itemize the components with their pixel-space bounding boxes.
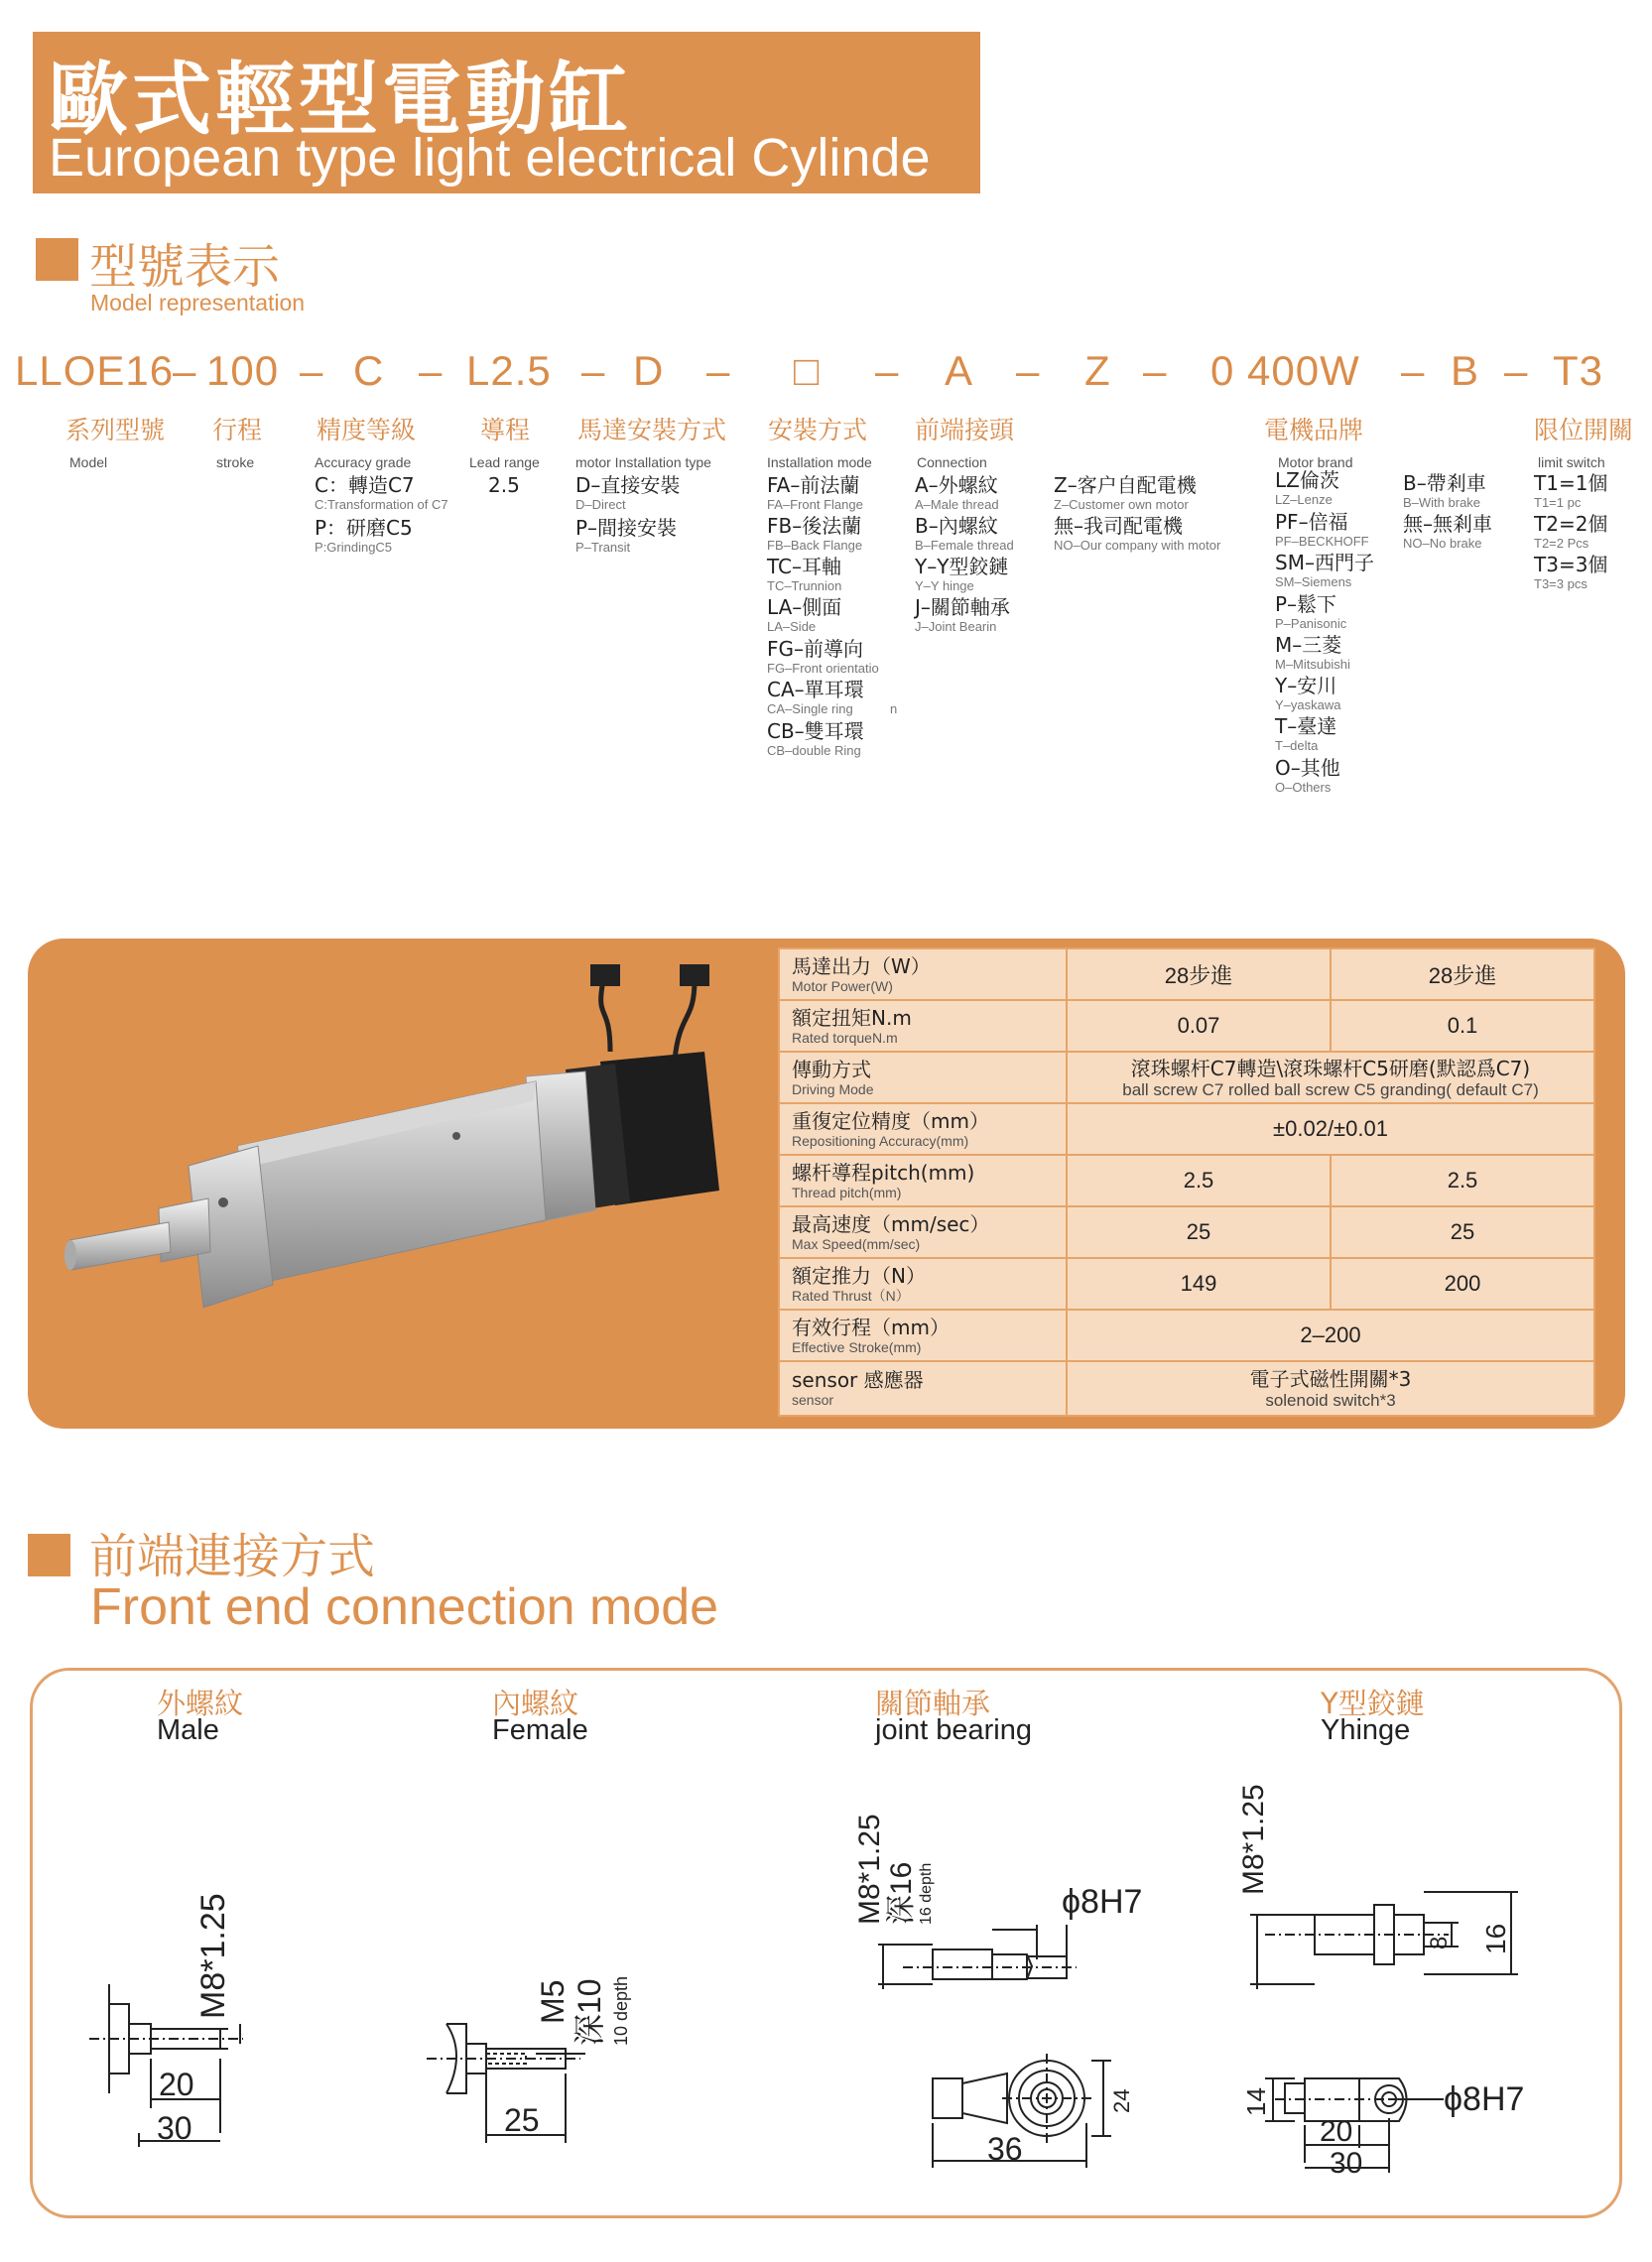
female-thread-drawing xyxy=(417,1905,645,2163)
joint-dim-36: 36 xyxy=(987,2131,1023,2167)
page-title-zh: 歐式輕型電動缸 xyxy=(49,54,632,146)
code-sep: – xyxy=(419,347,444,394)
installation-option: TC–耳軸 TC–Trunnion xyxy=(767,555,842,593)
col-series-head: 系列型號 xyxy=(65,416,166,444)
spec-row xyxy=(779,948,1594,1000)
spec-row xyxy=(779,1310,1594,1361)
code-sep: – xyxy=(581,347,606,394)
front-section-title: 前端連接方式 xyxy=(89,1529,376,1584)
installation-option: CA–單耳環 CA–Single ring xyxy=(767,678,864,716)
spec-row xyxy=(779,1000,1594,1052)
code-customer-motor: Z xyxy=(1084,347,1111,394)
spec-label: 傳動方式 Driving Mode xyxy=(779,1052,1067,1103)
section-marker xyxy=(36,238,78,281)
spec-label: 重復定位精度（mm） Repositioning Accuracy(mm) xyxy=(779,1103,1067,1155)
spec-value: 149 xyxy=(1067,1258,1331,1310)
installation-option: FG–前導向 FG–Front orientatio xyxy=(767,637,879,676)
spec-table xyxy=(778,947,1595,1417)
col-stroke-sub: stroke xyxy=(216,454,255,470)
spec-value: 滾珠螺杆C7轉造\滾珠螺杆C5研磨(默認爲C7) ball screw C7 rolled ball screw C5 granding( default C7) xyxy=(1067,1052,1594,1103)
code-brake: B xyxy=(1451,347,1480,394)
code-accuracy: C xyxy=(353,347,385,394)
model-section-title: 型號表示 xyxy=(89,239,281,295)
limit-option: T2=2個 T2=2 Pcs xyxy=(1534,512,1608,551)
motor-brand-option: PF–倍福 PF–BECKHOFF xyxy=(1275,510,1369,549)
spec-value: 0.07 xyxy=(1067,1000,1331,1052)
spec-row xyxy=(779,1103,1594,1155)
joint-bore-label: ϕ8H7 xyxy=(1062,1883,1143,1921)
spec-row xyxy=(779,1155,1594,1206)
connection-option: Y–Y型鉸鏈 Y–Y hinge xyxy=(915,555,1009,593)
accuracy-option: C：轉造C7 C:Transformation of C7 xyxy=(315,473,448,512)
col-accuracy-head: 精度等級 xyxy=(317,416,417,444)
spec-value: 28步進 xyxy=(1331,948,1594,1000)
yhinge-dim-8: 8 xyxy=(1426,1936,1453,1949)
title-banner xyxy=(33,32,980,193)
yhinge-dim-30: 30 xyxy=(1330,2147,1363,2180)
lead-value: 2.5 xyxy=(488,473,520,497)
joint-bearing-drawing xyxy=(843,1776,1161,2183)
accuracy-option: P：研磨C5 P:GrindingC5 xyxy=(315,516,413,555)
brake-option: B–帶剎車 B–With brake xyxy=(1403,471,1486,510)
connection-option: J–關節軸承 J–Joint Bearin xyxy=(915,595,1010,634)
spec-label: 最高速度（mm/sec） Max Speed(mm/sec) xyxy=(779,1206,1067,1258)
code-sep: – xyxy=(1143,347,1168,394)
code-connection: A xyxy=(945,347,974,394)
spec-row xyxy=(779,1258,1594,1310)
code-stroke: 100 xyxy=(206,347,280,394)
female-depth-zh: 深10 xyxy=(572,1978,607,2046)
code-power: 0 400W xyxy=(1210,347,1360,394)
stray-text: n xyxy=(890,701,898,716)
mode-female-title-en: Female xyxy=(492,1714,588,1746)
col-motor-brand-head: 電機品牌 xyxy=(1264,416,1364,444)
code-sep: – xyxy=(173,347,197,394)
spec-value: 25 xyxy=(1331,1206,1594,1258)
col-lead-head: 導程 xyxy=(480,416,531,444)
col-lead-sub: Lead range xyxy=(469,454,540,470)
motor-brand-option: O–其他 O–Others xyxy=(1275,756,1340,795)
code-sep: – xyxy=(706,347,731,394)
spec-value: 0.1 xyxy=(1331,1000,1594,1052)
code-sep: – xyxy=(300,347,324,394)
spec-value: 2.5 xyxy=(1067,1155,1331,1206)
connection-option: A–外螺紋 A–Male thread xyxy=(915,473,999,512)
yhinge-dim-16: 16 xyxy=(1480,1923,1511,1954)
male-thread-drawing xyxy=(69,1835,288,2183)
spec-row xyxy=(779,1052,1594,1103)
mode-male-title-en: Male xyxy=(157,1714,219,1746)
col-motor-install-head: 馬達安裝方式 xyxy=(577,416,727,444)
col-connection-head: 前端接頭 xyxy=(915,416,1015,444)
yhinge-bore-label: ϕ8H7 xyxy=(1444,2080,1525,2118)
connection-option: B–內螺紋 B–Female thread xyxy=(915,514,1014,553)
limit-option: T3=3個 T3=3 pcs xyxy=(1534,553,1608,591)
code-motor-install: D xyxy=(633,347,665,394)
female-dim-25: 25 xyxy=(504,2102,540,2138)
motor-brand-option: P–鬆下 P–Panisonic xyxy=(1275,592,1347,631)
spec-label: sensor 感應器 sensor xyxy=(779,1361,1067,1416)
spec-value: 2–200 xyxy=(1067,1310,1594,1361)
col-installation-sub: Installation mode xyxy=(767,454,872,470)
front-section-subtitle: Front end connection mode xyxy=(90,1578,719,1636)
brake-option: 無–無剎車 NO–No brake xyxy=(1403,512,1492,551)
mode-yhinge-title-en: Yhinge xyxy=(1321,1714,1411,1746)
yhinge-thread-label: M8*1.25 xyxy=(1237,1784,1270,1895)
installation-option: FB–後法蘭 FB–Back Flange xyxy=(767,514,863,553)
customer-motor-option: 無–我司配電機 NO–Our company with motor xyxy=(1054,514,1221,553)
col-limit-sub: limit switch xyxy=(1538,454,1605,470)
spec-value: 2.5 xyxy=(1331,1155,1594,1206)
col-installation-head: 安裝方式 xyxy=(768,416,868,444)
col-stroke-head: 行程 xyxy=(212,416,263,444)
spec-label: 有效行程（mm） Effective Stroke(mm) xyxy=(779,1310,1067,1361)
mode-male-title-zh: 外螺紋 xyxy=(157,1687,244,1720)
code-lead: L2.5 xyxy=(466,347,552,394)
model-section-subtitle: Model representation xyxy=(90,290,306,315)
mode-joint-title-zh: 關節軸承 xyxy=(875,1687,991,1720)
mode-yhinge-title-zh: Y型鉸鏈 xyxy=(1321,1687,1425,1720)
code-limit: T3 xyxy=(1553,347,1604,394)
joint-dim-24: 24 xyxy=(1109,2088,1134,2113)
joint-depth-zh: 深16 xyxy=(885,1861,918,1925)
code-sep: – xyxy=(875,347,900,394)
motor-brand-option: M–三菱 M–Mitsubishi xyxy=(1275,633,1350,672)
male-thread-label: M8*1.25 xyxy=(194,1893,232,2019)
spec-value: 25 xyxy=(1067,1206,1331,1258)
spec-value: 電子式磁性開關*3 solenoid switch*3 xyxy=(1067,1361,1594,1416)
electric-cylinder-image xyxy=(60,942,754,1369)
col-limit-head: 限位開關 xyxy=(1534,416,1634,444)
code-installation: □ xyxy=(794,347,821,394)
motor-brand-option: Y–安川 Y–yaskawa xyxy=(1275,674,1341,712)
spec-row xyxy=(779,1361,1594,1416)
spec-row xyxy=(779,1206,1594,1258)
section-marker xyxy=(28,1534,70,1576)
mode-joint-title-en: joint bearing xyxy=(875,1714,1032,1746)
motor-brand-option: T–臺達 T–delta xyxy=(1275,714,1337,753)
col-series-sub: Model xyxy=(69,454,108,470)
y-hinge-drawing xyxy=(1235,1776,1563,2183)
motor-brand-option: LZ倫茨 LZ–Lenze xyxy=(1275,468,1339,507)
spec-value: ±0.02/±0.01 xyxy=(1067,1103,1594,1155)
col-motor-install-sub: motor Installation type xyxy=(575,454,711,470)
female-thread-label: M5 xyxy=(535,1979,571,2024)
spec-label: 額定扭矩N.m Rated torqueN.m xyxy=(779,1000,1067,1052)
yhinge-dim-20: 20 xyxy=(1320,2115,1353,2148)
female-depth-en: 10 depth xyxy=(611,1975,631,2046)
col-motor-brand-sub: Motor brand xyxy=(1278,454,1353,470)
code-sep: – xyxy=(1401,347,1426,394)
spec-value: 28步進 xyxy=(1067,948,1331,1000)
spec-label: 額定推力（N） Rated Thrust（N） xyxy=(779,1258,1067,1310)
customer-motor-option: Z–客户自配電機 Z–Customer own motor xyxy=(1054,473,1197,512)
spec-label: 螺杆導程pitch(mm) Thread pitch(mm) xyxy=(779,1155,1067,1206)
mode-female-title-zh: 內螺紋 xyxy=(492,1687,579,1720)
page-title-en: European type light electrical Cylinde xyxy=(49,128,931,188)
limit-option: T1=1個 T1=1 pc xyxy=(1534,471,1608,510)
motor-brand-option: SM–西門子 SM–Siemens xyxy=(1275,551,1374,589)
code-series: LLOE16 xyxy=(15,347,175,394)
code-sep: – xyxy=(1504,347,1529,394)
code-sep: – xyxy=(1016,347,1041,394)
installation-option: CB–雙耳環 CB–double Ring xyxy=(767,719,864,758)
joint-depth-en: 16 depth xyxy=(918,1862,935,1925)
joint-thread-label: M8*1.25 xyxy=(853,1814,886,1925)
male-dim-30: 30 xyxy=(157,2110,192,2146)
motor-install-option: D–直接安裝 D–Direct xyxy=(575,473,681,512)
installation-option: FA–前法蘭 FA–Front Flange xyxy=(767,473,863,512)
spec-label: 馬達出力（W） Motor Power(W) xyxy=(779,948,1067,1000)
col-accuracy-sub: Accuracy grade xyxy=(315,454,412,470)
col-connection-sub: Connection xyxy=(917,454,987,470)
yhinge-dim-14: 14 xyxy=(1241,2087,1271,2116)
installation-option: LA–側面 LA–Side xyxy=(767,595,842,634)
male-dim-20: 20 xyxy=(159,2067,194,2102)
motor-install-option: P–間接安裝 P–Transit xyxy=(575,516,678,555)
spec-value: 200 xyxy=(1331,1258,1594,1310)
